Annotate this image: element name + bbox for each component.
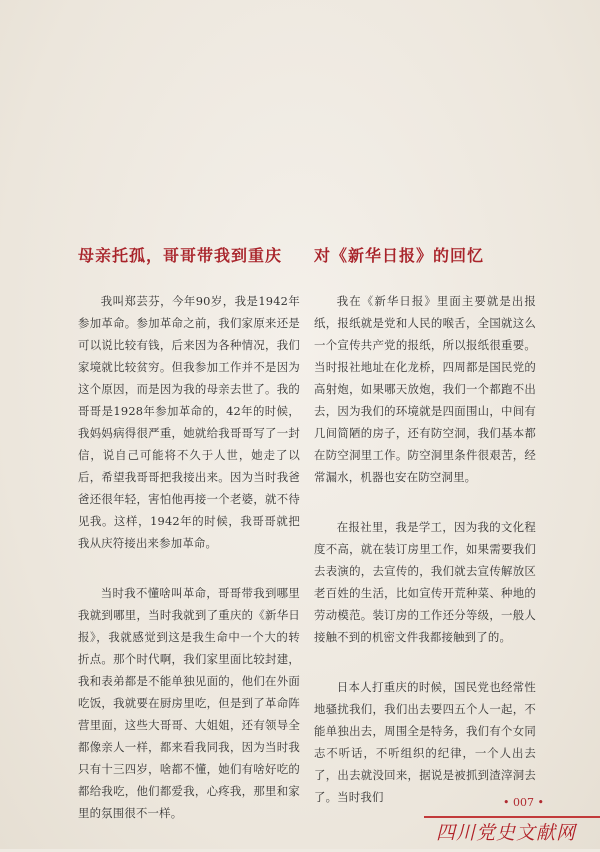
brand-logo-text: 四川党史文献网 <box>436 822 577 844</box>
paragraph: 日本人打重庆的时候，国民党也经常性地骚扰我们，我们出去要四五个人一起，不能单独出去，周围全是特务，我们有个女同志不听话，不听组织的纪律，一个人出去了，出去就没回来，据说是被抓到渣滓洞去了。当时我们 <box>314 680 536 804</box>
left-column <box>78 244 300 852</box>
page-number: • 007 • <box>503 796 544 809</box>
section-title-left: 母亲托孤，哥哥带我到重庆 <box>78 246 283 265</box>
paragraph: 当时我不懂啥叫革命，哥哥带我到哪里我就到哪里，当时我就到了重庆的《新华日报》，我就感觉到这是我生命中一个大的转折点。那个时代啊，我们家里面比较封建，我和表弟都是不能单独见面的，他们在外面吃饭，我就要在厨房里吃，但是到了革命阵营里面，这些大哥哥、大姐姐，还有领导全都像亲人一样，都来看我同我，因为当时我只有十三四岁，啥都不懂，她们有啥好吃的都给我吃，他们都爱我，心疼我，那里和家里的氛围很不一样。 <box>78 586 300 820</box>
section-title-right: 对《新华日报》的回忆 <box>314 246 485 265</box>
paragraph: 我在《新华日报》里面主要就是出报纸，报纸就是党和人民的喉舌，全国就这么一个宣传共产党的报纸，所以报纸很重要。当时报社地址在化龙桥，四周都是国民党的高射炮，如果哪天放炮，我们一个都跑不出去，因为我们的环境就是四面围山，中间有几间简陋的房子，还有防空洞，我们基本都在防空洞里工作。防空洞里条件很艰苦，经常漏水，机器也安在防空洞里。 <box>314 294 536 484</box>
paragraph: 我叫郑芸芬，今年90岁，我是1942年参加革命。参加革命之前，我们家原来还是可以说比较有钱，后来因为各种情况，我们家境就比较贫穷。但我参加工作并不是因为这个原因，而是因为我的母亲去世了。我的哥哥是1928年参加革命的，42年的时候，我妈妈病得很严重，她就给我哥哥写了一封信，说自己可能将不久于人世，她走了以后，希望我哥哥把我接出来。因为当时我爸爸还很年轻，害怕他再接一个老婆，就不待见我。这样，1942年的时候，我哥哥就把我从庆符接出来参加革命。 <box>78 294 300 550</box>
paragraph: 在报社里，我是学工，因为我的文化程度不高，就在装订房里工作，如果需要我们去表演的，去宣传的，我们就去宣传解放区老百姓的生活，比如宣传开荒种菜、种地的劳动模范。装订房的工作还分等级，一般人接触不到的机密文件我都接触到了的。 <box>314 520 536 644</box>
right-column <box>314 244 536 836</box>
